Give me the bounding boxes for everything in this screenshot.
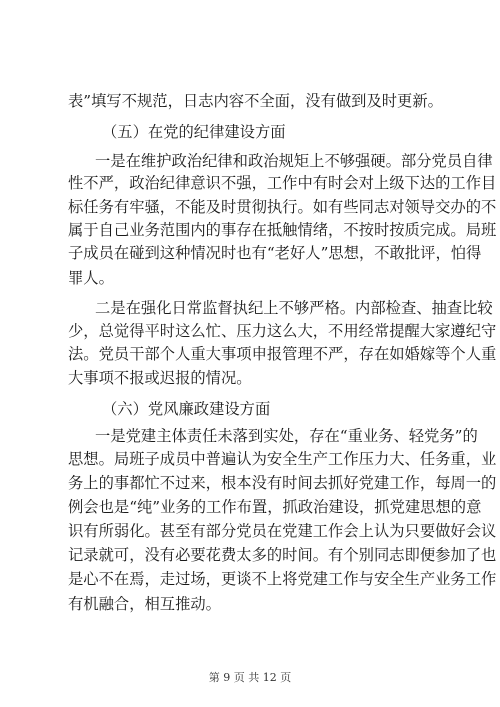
body-text-line: 识有所弱化。甚至有部分党员在党建工作会上认为只要做好会议 [68, 522, 497, 540]
body-text-line: 思想。局班子成员中普遍认为安全生产工作压力大、任务重，业 [68, 450, 497, 468]
body-text-line: 记录就可，没有必要花费太多的时间。有个别同志即便参加了也 [68, 546, 497, 564]
body-text-line: 大事项不报或迟报的情况。 [68, 369, 252, 387]
body-text-line: 有机融合，相互推动。 [68, 595, 221, 613]
body-text-line: 少，总觉得平时这么忙、压力这么大，不用经常提醒大家遵纪守 [68, 322, 497, 340]
paragraph-start: 一是在维护政治纪律和政治规矩上不够强硬。部分党员自律 [95, 152, 493, 170]
section-heading-5: （五）在党的纪律建设方面 [102, 123, 286, 141]
body-text-line: 务上的事都忙不过来，根本没有时间去抓好党建工作，每周一的 [68, 474, 497, 492]
body-text-line: 是心不在焉，走过场，更谈不上将党建工作与安全生产业务工作 [68, 570, 497, 588]
body-text-line: 例会也是“纯”业务的工作布置，抓政治建设，抓党建思想的意 [68, 498, 482, 516]
page-number-footer: 第 9 页 共 12 页 [208, 671, 292, 684]
body-text-line: 法。党员干部个人重大事项申报管理不严，存在如婚嫁等个人重 [68, 345, 497, 363]
section-heading-6: （六）党风廉政建设方面 [102, 400, 271, 418]
body-text-line: 标任务有牢骚，不能及时贯彻执行。如有些同志对领导交办的不 [68, 198, 497, 216]
paragraph-start: 二是在强化日常监督执纪上不够严格。内部检查、抽查比较 [95, 299, 493, 317]
body-text-line: 表”填写不规范，日志内容不全面，没有做到及时更新。 [68, 92, 443, 110]
paragraph-start: 一是党建主体责任未落到实处，存在“重业务、轻党务”的 [95, 427, 478, 445]
body-text-line: 性不严，政治纪律意识不强，工作中有时会对上级下达的工作目 [68, 174, 497, 192]
body-text-line: 属于自己业务范围内的事存在抵触情绪，不按时按质完成。局班 [68, 221, 497, 239]
body-text-line: 子成员在碰到这种情况时也有“老好人”思想，不敢批评，怕得 [68, 244, 482, 262]
body-text-line: 罪人。 [68, 269, 114, 287]
